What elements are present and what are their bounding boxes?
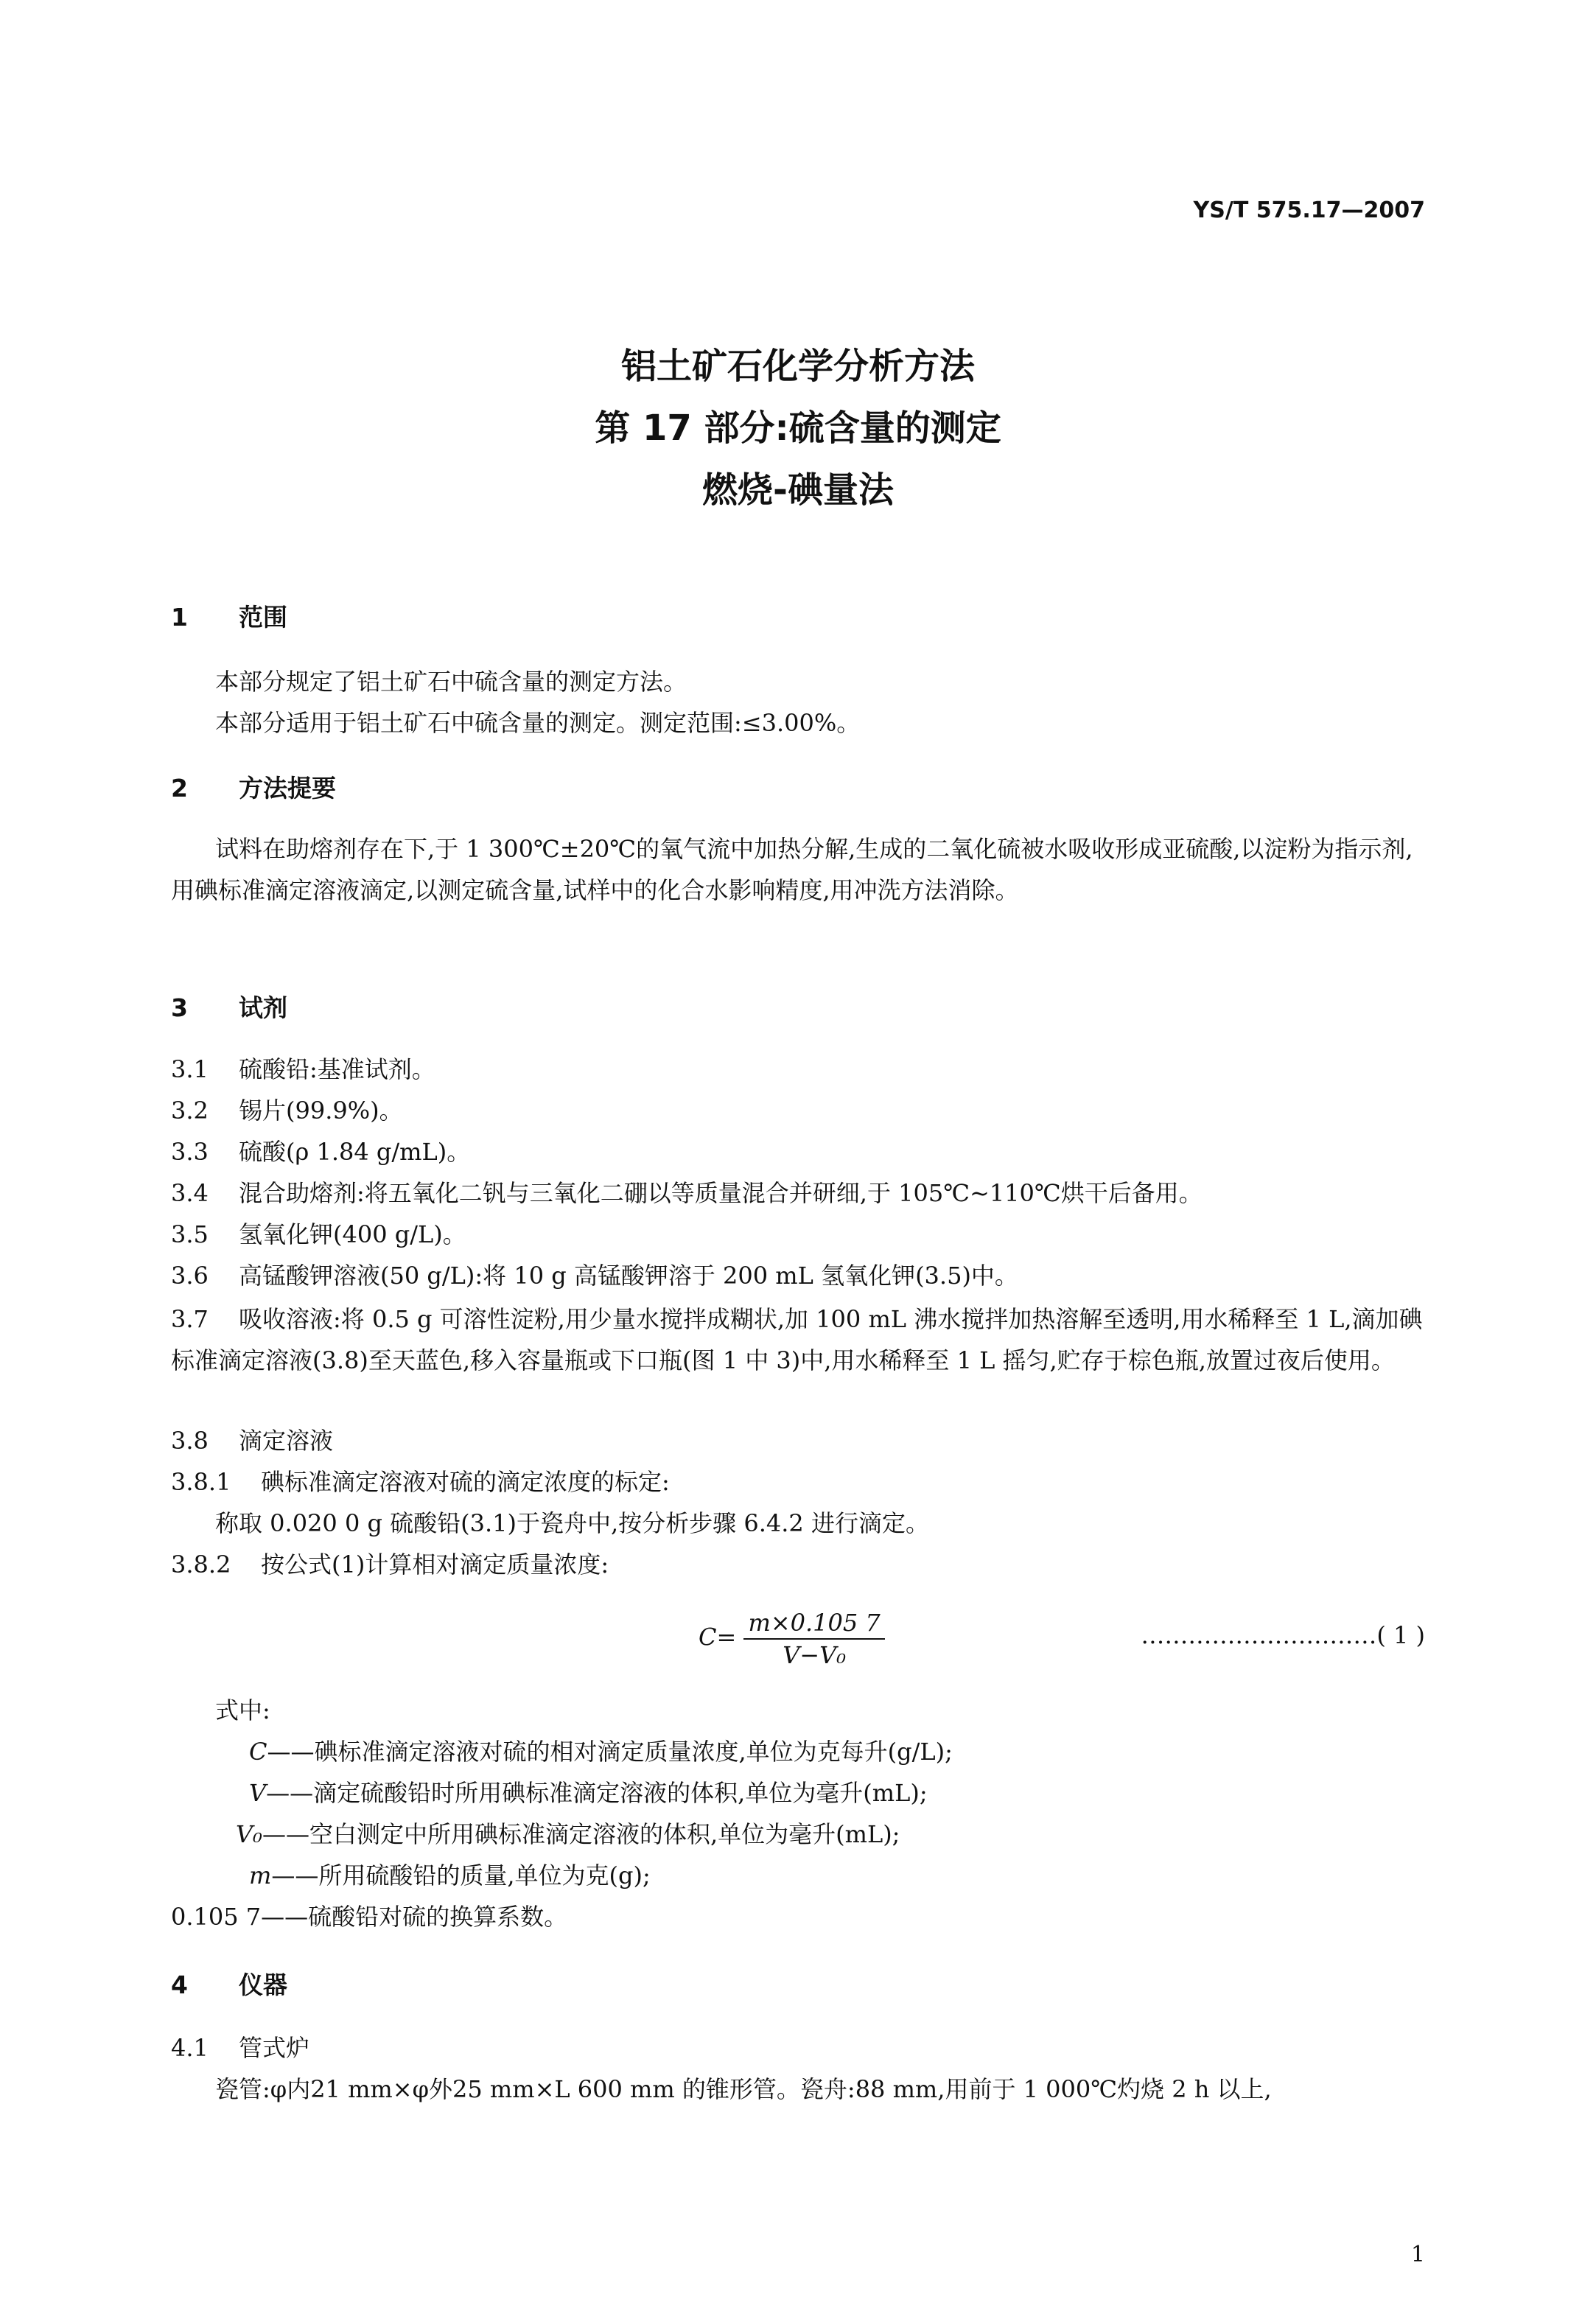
where-def-factor: [171, 1898, 567, 1932]
clause-number: 4.1: [171, 2034, 209, 2062]
clause-number: 3.5: [171, 1220, 209, 1248]
standard-code: YS/T 575.17—2007: [1193, 197, 1425, 223]
clause-text: 硫酸铅:基准试剂。: [239, 1055, 435, 1083]
clause-number: 3.2: [171, 1097, 209, 1125]
section-2-paragraph: [171, 828, 1425, 911]
formula-number-label: ( 1 ): [1376, 1621, 1425, 1649]
definition: ——滴定硫酸铅时所用碘标准滴定溶液的体积,单位为毫升(mL);: [266, 1779, 928, 1807]
clause-4-1: [171, 2029, 309, 2063]
section-1-paragraph-2: 本部分适用于铝土矿石中硫含量的测定。测定范围:≤3.00%。: [215, 709, 861, 737]
symbol: 0.105 7: [171, 1903, 262, 1931]
clause-number: 3.8.2: [171, 1550, 231, 1578]
where-label: 式中:: [215, 1696, 270, 1724]
symbol: V: [249, 1779, 267, 1807]
where-def-v: [249, 1775, 928, 1808]
formula-1: [699, 1609, 885, 1669]
clause-text: 锡片(99.9%)。: [239, 1097, 403, 1125]
section-2-heading: [171, 769, 336, 804]
clause-text: 滴定溶液: [239, 1427, 334, 1455]
reagent-3-1: [171, 1051, 435, 1085]
reagent-3-3: [171, 1133, 470, 1167]
clause-text: 氢氧化钾(400 g/L)。: [239, 1220, 466, 1248]
reagent-3-7: [171, 1298, 1425, 1381]
clause-text: 硫酸(ρ 1.84 g/mL)。: [239, 1138, 471, 1166]
section-title: 范围: [239, 603, 287, 632]
section-title: 方法提要: [239, 774, 336, 803]
definition: ——碘标准滴定溶液对硫的相对滴定质量浓度,单位为克每升(g/L);: [267, 1738, 953, 1766]
clause-3-8-1-detail: 称取 0.020 0 g 硫酸铅(3.1)于瓷舟中,按分析步骤 6.4.2 进行滴定。: [215, 1509, 929, 1537]
clause-title: 管式炉: [239, 2034, 310, 2062]
clause-number: 3.4: [171, 1179, 209, 1207]
clause-text: 混合助熔剂:将五氧化二钒与三氧化二硼以等质量混合并研细,于 105℃~110℃烘干后备用。: [239, 1179, 1203, 1207]
reagent-3-8: [171, 1422, 333, 1456]
clause-number: 3.6: [171, 1262, 209, 1290]
reagent-3-2: [171, 1092, 403, 1126]
section-number: 4: [171, 1971, 188, 1999]
formula-lhs: C=: [699, 1623, 737, 1651]
section-number: 3: [171, 993, 188, 1022]
where-def-c: [249, 1733, 953, 1767]
section-4-heading: [171, 1966, 287, 2001]
section-3-heading: [171, 989, 287, 1024]
symbol: C: [249, 1738, 267, 1766]
section-1-heading: [171, 598, 287, 633]
formula-fraction: [743, 1609, 884, 1669]
where-def-v0: [236, 1816, 900, 1850]
clause-number: 3.7: [171, 1305, 209, 1333]
symbol: V₀: [236, 1820, 262, 1848]
definition: ——硫酸铅对硫的换算系数。: [261, 1903, 568, 1931]
title-line-1: 铝土矿石化学分析方法: [620, 346, 975, 387]
definition: ——空白测定中所用碘标准滴定溶液的体积,单位为毫升(mL);: [262, 1820, 900, 1848]
where-def-m: [249, 1857, 651, 1891]
clause-number: 3.1: [171, 1055, 209, 1083]
clause-text: 高锰酸钾溶液(50 g/L):将 10 g 高锰酸钾溶于 200 mL 氢氧化钾(3.5)中。: [239, 1262, 1018, 1290]
section-1-paragraph-1: 本部分规定了铝土矿石中硫含量的测定方法。: [215, 668, 687, 696]
section-title: 仪器: [239, 1971, 287, 1999]
section-number: 2: [171, 774, 188, 803]
clause-text: 碘标准滴定溶液对硫的滴定浓度的标定:: [261, 1468, 670, 1496]
formula-dots: …………………………: [1141, 1621, 1377, 1649]
section-number: 1: [171, 603, 188, 632]
clause-3-8-2: [171, 1546, 609, 1580]
clause-4-1-text: 瓷管:φ内21 mm×φ外25 mm×L 600 mm 的锥形管。瓷舟:88 mm,用前于 1 000℃灼烧 2 h 以上,: [215, 2075, 1272, 2103]
page-number: 1: [1410, 2242, 1425, 2268]
clause-text: 按公式(1)计算相对滴定质量浓度:: [261, 1550, 609, 1578]
clause-number: 3.8: [171, 1427, 209, 1455]
reagent-3-6: [171, 1257, 1018, 1291]
formula-number: [1141, 1621, 1425, 1649]
reagent-3-4: [171, 1175, 1203, 1209]
section-title: 试剂: [239, 993, 287, 1022]
symbol: m: [249, 1861, 272, 1889]
clause-3-8-1: [171, 1464, 670, 1497]
title-line-3: 燃烧-碘量法: [702, 469, 894, 511]
reagent-3-5: [171, 1216, 466, 1250]
definition: ——所用硫酸铅的质量,单位为克(g);: [271, 1861, 651, 1889]
clause-number: 3.8.1: [171, 1468, 231, 1496]
title-line-2: 第 17 部分:硫含量的测定: [595, 408, 1001, 449]
clause-text: 吸收溶液:将 0.5 g 可溶性淀粉,用少量水搅拌成糊状,加 100 mL 沸水搅拌加热溶解至透明,用水稀释至 1 L,滴加碘标准滴定溶液(3.8)至天蓝色,移入容量瓶或下口瓶(图 1 中 3)中,用水稀释至 1 L 摇匀,贮存于棕色瓶,放置过夜后使用。: [171, 1305, 1423, 1374]
clause-number: 3.3: [171, 1138, 209, 1166]
formula-numerator: m×0.105 7: [743, 1609, 884, 1640]
formula-denominator: V−V₀: [783, 1641, 847, 1669]
section-2-text: 试料在助熔剂存在下,于 1 300℃±20℃的氧气流中加热分解,生成的二氧化硫被水吸收形成亚硫酸,以淀粉为指示剂,用碘标准滴定溶液滴定,以测定硫含量,试样中的化合水影响精度,用冲洗方法消除。: [171, 835, 1413, 904]
